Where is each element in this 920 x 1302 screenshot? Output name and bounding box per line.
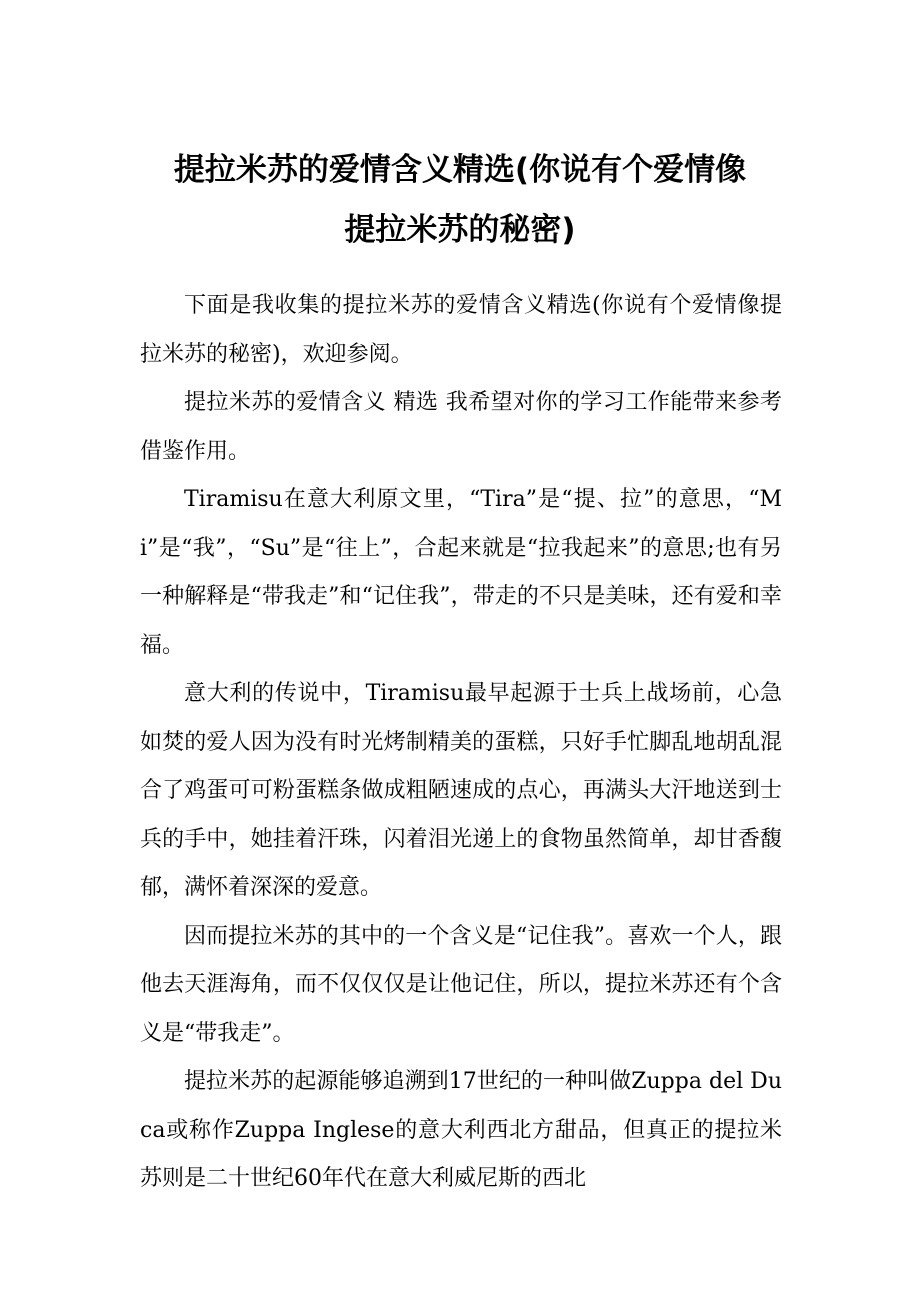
paragraph-meaning: Tiramisu在意大利原文里，“Tira”是“提、拉”的意思，“Mi”是“我”，“Su”是“往上”，合起来就是“拉我起来”的意思;也有另一种解释是“带我走”和“记住我”，带走的不只是美味，还有爱和幸福。 (140, 487, 782, 658)
document-body (140, 282, 782, 1204)
paragraph-origin: 提拉米苏的起源能够追溯到17世纪的一种叫做Zuppa del Duca或称作Zuppa Inglese的意大利西北方甜品，但真正的提拉米苏则是二十世纪60年代在意大利威尼斯的西北 (140, 1069, 782, 1191)
title-line-1: 提拉米苏的爱情含义精选(你说有个爱情像 (173, 152, 747, 188)
paragraph-intro: 下面是我收集的提拉米苏的爱情含义精选(你说有个爱情像提拉米苏的秘密)，欢迎参阅。 (140, 293, 782, 367)
paragraph-remember-me: 因而提拉米苏的其中的一个含义是“记住我”。喜欢一个人，跟他去天涯海角，而不仅仅仅是让他记住，所以，提拉米苏还有个含义是“带我走”。 (140, 923, 782, 1046)
title-line-2: 提拉米苏的秘密) (344, 212, 576, 248)
paragraph-purpose: 提拉米苏的爱情含义 精选 我希望对你的学习工作能带来参考借鉴作用。 (140, 390, 782, 464)
document-title (110, 140, 810, 260)
paragraph-legend: 意大利的传说中，Tiramisu最早起源于士兵上战场前，心急如焚的爱人因为没有时光烤制精美的蛋糕，只好手忙脚乱地胡乱混合了鸡蛋可可粉蛋糕条做成粗陋速成的点心，再满头大汗地送到士兵的手中，她挂着汗珠，闪着泪光递上的食物虽然简单，却甘香馥郁，满怀着深深的爱意。 (140, 681, 782, 900)
